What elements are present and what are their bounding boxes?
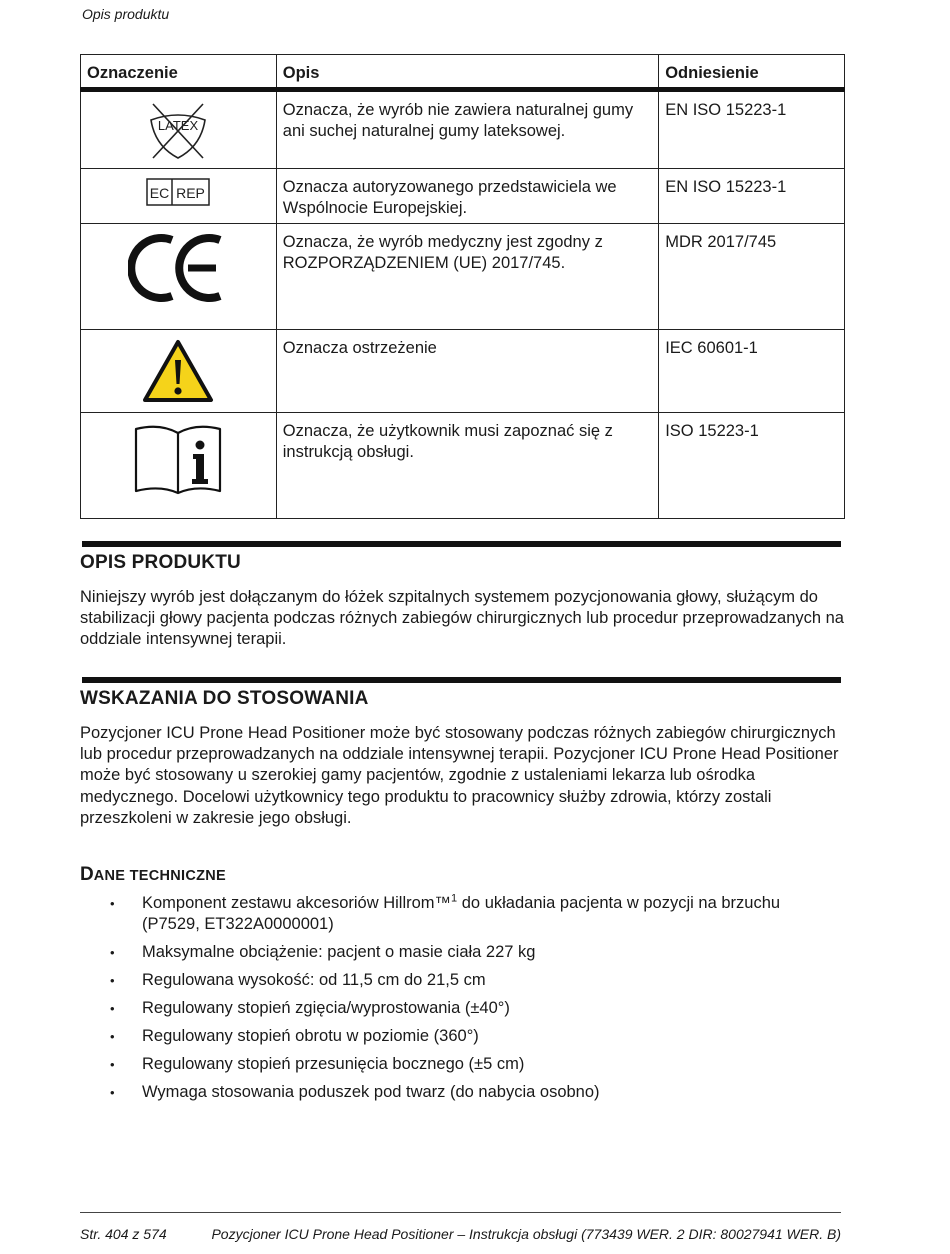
product-description-heading: OPIS PRODUKTU bbox=[80, 552, 241, 573]
section-divider bbox=[82, 677, 841, 683]
section-divider bbox=[82, 541, 841, 547]
ec-rep-icon bbox=[146, 177, 210, 207]
ce-mark-icon bbox=[128, 232, 228, 304]
indications-text: Pozycjoner ICU Prone Head Positioner może być stosowany podczas różnych zabiegów chirurgicznych lub procedur przeprowadzanych na oddziale intensywnej terapii. Pozycjoner ICU Prone Head Positioner może być stosowany u szerokiej gamy pacjentów, zgodnie z ustaleniami lekarza lub ośrodka medycznego. Docelowi użytkownicy tego produktu to pracownicy służby zdrowia, którzy zostali przeszkoleni w zakresie jego obsługi. bbox=[80, 724, 839, 827]
heading-initial: D bbox=[80, 864, 94, 885]
table-row bbox=[81, 330, 845, 413]
list-item: • Maksymalne obciążenie: pacjent o masie ciała 227 kg bbox=[110, 942, 830, 963]
indications-heading: WSKAZANIA DO STOSOWANIA bbox=[80, 688, 369, 709]
symbol-cell bbox=[81, 330, 277, 413]
technical-data-list bbox=[110, 893, 830, 1110]
description-cell: Oznacza, że użytkownik musi zapoznać się z instrukcją obsługi. bbox=[276, 413, 658, 519]
reference-cell: EN ISO 15223-1 bbox=[659, 90, 845, 169]
column-header: Odniesienie bbox=[659, 55, 845, 90]
description-cell: Oznacza ostrzeżenie bbox=[276, 330, 658, 413]
description-cell: Oznacza, że wyrób nie zawiera naturalnej gumy ani suchej naturalnej gumy lateksowej. bbox=[276, 90, 658, 169]
table-row bbox=[81, 413, 845, 519]
description-cell: Oznacza autoryzowanego przedstawiciela we Wspólnocie Europejskiej. bbox=[276, 169, 658, 224]
warning-triangle-icon bbox=[142, 338, 214, 404]
list-item: • Regulowany stopień obrotu w poziomie (360°) bbox=[110, 1026, 830, 1047]
table-row bbox=[81, 90, 845, 169]
table-row bbox=[81, 169, 845, 224]
list-item: • Wymaga stosowania poduszek pod twarz (do nabycia osobno) bbox=[110, 1082, 830, 1103]
table-row bbox=[81, 224, 845, 330]
footnote-marker: 1 bbox=[451, 892, 458, 905]
symbol-cell bbox=[81, 169, 277, 224]
list-item: • Regulowana wysokość: od 11,5 cm do 21,5 cm bbox=[110, 970, 830, 991]
list-item-text: do układania pacjenta w pozycji na brzuchu (P7529, ET322A0000001) bbox=[142, 894, 781, 933]
no-latex-icon bbox=[143, 100, 213, 164]
column-header: Opis bbox=[276, 55, 658, 90]
document-reference: Pozycjoner ICU Prone Head Positioner – Instrukcja obsługi (773439 WER. 2 DIR: 80027941 WER. B) bbox=[211, 1226, 841, 1242]
list-item: • Regulowany stopień zgięcia/wyprostowania (±40°) bbox=[110, 998, 830, 1019]
symbol-cell bbox=[81, 413, 277, 519]
heading-rest: ANE TECHNICZNE bbox=[93, 868, 227, 884]
column-header: Oznaczenie bbox=[81, 55, 277, 90]
product-description-text: Niniejszy wyrób jest dołączanym do łóżek szpitalnych systemem pozycjonowania głowy, służącym do stabilizacji głowy pacjenta podczas różnych zabiegów chirurgicznych lub procedur przeprowadzanych na oddziale intensywnej terapii. bbox=[80, 588, 844, 649]
symbols-table bbox=[80, 54, 845, 519]
list-item bbox=[110, 893, 830, 935]
footer-divider bbox=[80, 1212, 841, 1213]
latex-label: LATEX bbox=[158, 118, 199, 133]
list-item: • Regulowany stopień przesunięcia bocznego (±5 cm) bbox=[110, 1054, 830, 1075]
list-item-text: Komponent zestawu akcesoriów Hillrom™ bbox=[142, 894, 452, 912]
instructions-book-icon bbox=[130, 421, 226, 497]
symbol-cell bbox=[81, 224, 277, 330]
reference-cell: MDR 2017/745 bbox=[659, 224, 845, 330]
technical-data-heading bbox=[80, 864, 226, 886]
reference-cell: IEC 60601-1 bbox=[659, 330, 845, 413]
symbol-cell bbox=[81, 90, 277, 169]
table-header-row bbox=[81, 55, 845, 90]
description-cell: Oznacza, że wyrób medyczny jest zgodny z ROZPORZĄDZENIEM (UE) 2017/745. bbox=[276, 224, 658, 330]
reference-cell: EN ISO 15223-1 bbox=[659, 169, 845, 224]
ec-label: EC bbox=[150, 185, 170, 201]
reference-cell: ISO 15223-1 bbox=[659, 413, 845, 519]
rep-label: REP bbox=[176, 185, 206, 201]
page-number: Str. 404 z 574 bbox=[80, 1226, 167, 1242]
running-head: Opis produktu bbox=[82, 6, 170, 22]
